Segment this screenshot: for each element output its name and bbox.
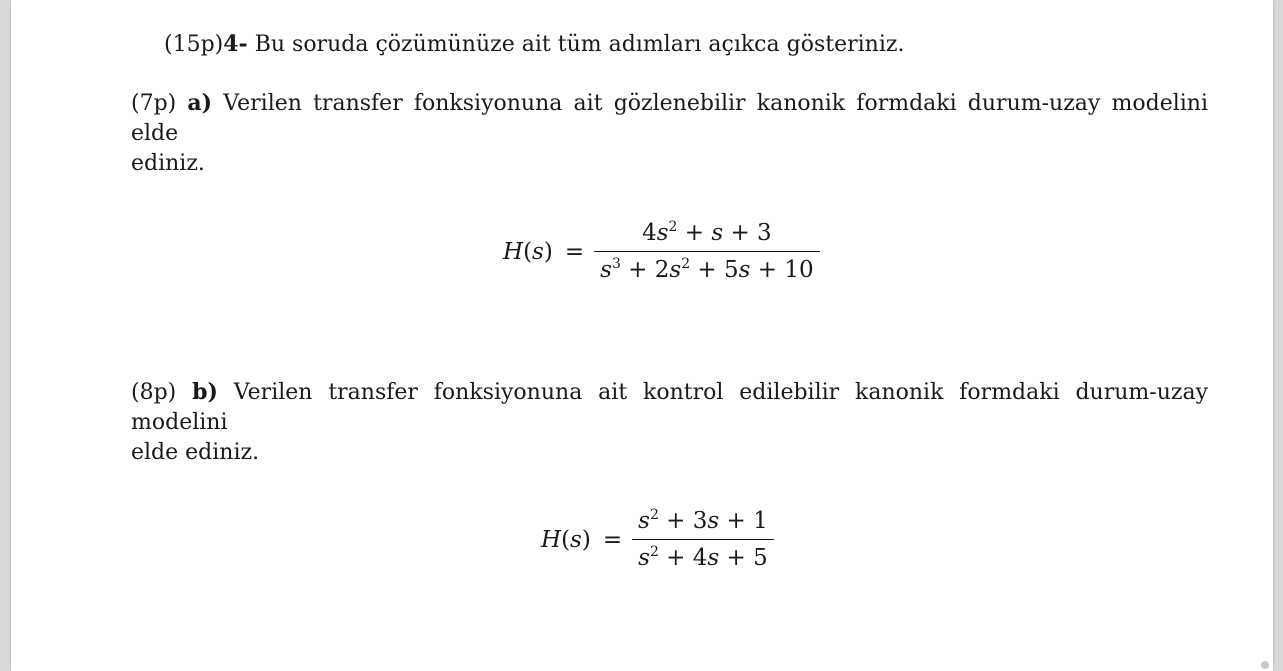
equation-b bbox=[541, 508, 774, 571]
question-instruction: Bu soruda çözümünüze ait tüm adımları açıkca gösteriniz. bbox=[247, 32, 905, 57]
equation-a-numerator: $4s^2 + s + 3$ bbox=[642, 219, 772, 246]
part-a-points: (7p) bbox=[131, 91, 177, 116]
document-page bbox=[11, 0, 1273, 671]
part-a-line-1 bbox=[131, 88, 1208, 149]
equation-a-equals: = bbox=[564, 238, 585, 265]
question-number: 4- bbox=[223, 31, 248, 57]
equation-b-denominator: $s^2 + 4s + 5$ bbox=[632, 539, 774, 571]
part-a-prompt: Verilen transfer fonksiyonuna ait gözlenebilir kanonik formdaki durum-uzay modelini elde bbox=[131, 91, 1208, 146]
question-header bbox=[164, 29, 904, 60]
equation-b-lhs: H(s) bbox=[541, 526, 591, 553]
part-b-prompt: Verilen transfer fonksiyonuna ait kontrol edilebilir kanonik formdaki durum-uzay modelini bbox=[131, 380, 1209, 435]
equation-b-numerator: $s^2 + 3s + 1$ bbox=[638, 507, 768, 534]
part-b-label: b) bbox=[192, 379, 218, 405]
equation-a-denominator: $s^3 + 2s^2 + 5s + 10$ bbox=[594, 251, 820, 283]
part-b-line-1 bbox=[131, 377, 1208, 438]
equation-a-fraction bbox=[594, 220, 820, 283]
question-points: (15p) bbox=[164, 32, 224, 57]
equation-b-equals: = bbox=[602, 526, 623, 553]
part-a-text bbox=[131, 88, 1208, 179]
part-b-text bbox=[131, 377, 1208, 468]
equation-b-fraction bbox=[632, 508, 774, 571]
part-a-label: a) bbox=[187, 90, 213, 116]
part-b-points: (8p) bbox=[131, 380, 177, 405]
resize-grip-icon[interactable] bbox=[1261, 661, 1269, 669]
part-a-line-2: ediniz. bbox=[131, 151, 205, 176]
equation-a bbox=[503, 220, 820, 283]
equation-a-lhs: H(s) bbox=[503, 238, 553, 265]
part-b-line-2: elde ediniz. bbox=[131, 440, 260, 465]
